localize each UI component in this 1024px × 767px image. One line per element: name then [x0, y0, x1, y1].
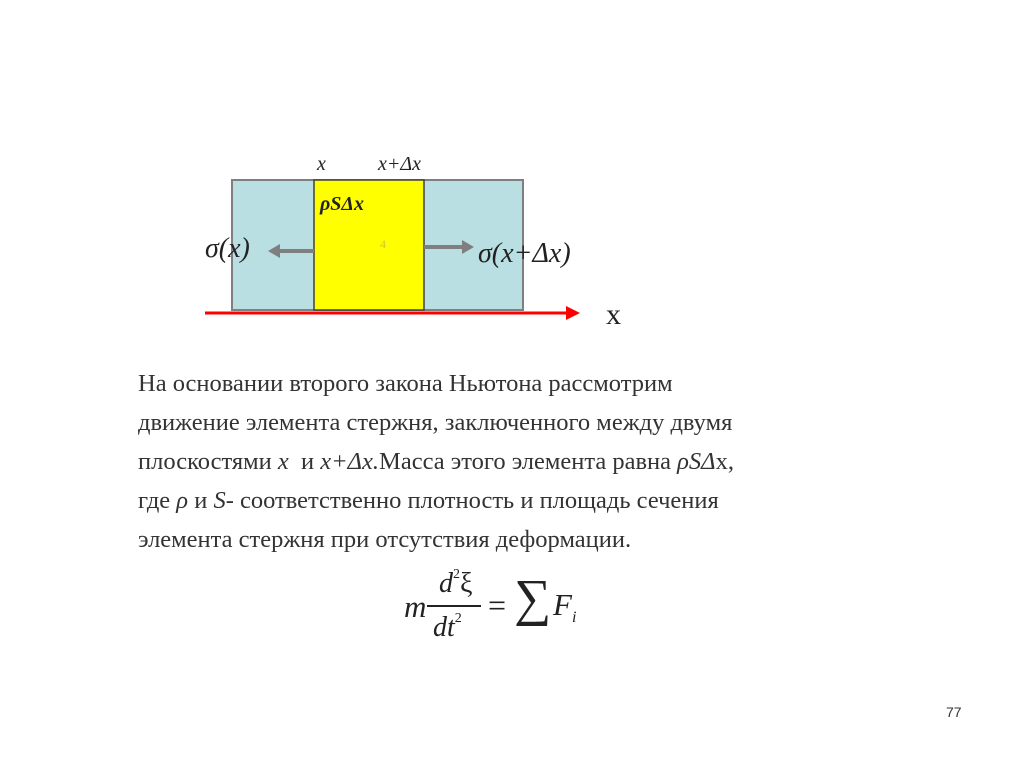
line3-text-b: и — [288, 448, 321, 475]
paragraph-line-1: На основании второго закона Ньютона рассмотрим — [138, 370, 673, 397]
sigma-right-label: σ(x+Δx) — [478, 238, 571, 269]
paragraph-line-5: элемента стержня при отсутствия деформации. — [138, 526, 632, 553]
x-plus-dx-label: x+Δx — [378, 153, 421, 175]
line4-rho: ρ — [176, 487, 189, 514]
den-exp: 2 — [454, 611, 462, 626]
formula-equals: = — [488, 587, 507, 623]
formula-m: m — [404, 589, 427, 624]
den-dt: dt — [433, 612, 455, 643]
explanation-paragraph — [138, 364, 898, 559]
formula-i: i — [572, 609, 577, 626]
line4-text-a: где — [138, 487, 177, 514]
mass-label: ρSΔx — [320, 193, 364, 215]
formula-denominator — [433, 611, 462, 644]
axis-label: x — [606, 298, 621, 331]
num-xi: ξ — [460, 568, 473, 599]
line3-x-plus-dx: x+Δx. — [320, 448, 380, 475]
paragraph-line-2: движение элемента стержня, заключенного между двумя — [138, 409, 733, 436]
formula-numerator — [439, 567, 472, 600]
formula-fraction — [427, 567, 481, 657]
fraction-bar — [427, 605, 481, 607]
newton-equation — [400, 565, 600, 655]
line4-S: S — [213, 487, 226, 514]
line4-text-c: - соответственно плотность и площадь сечения — [225, 487, 719, 514]
page-number: 77 — [946, 704, 962, 720]
small-mark: 4 — [380, 237, 386, 251]
paragraph-line-4 — [138, 481, 898, 520]
line3-text-c: Масса этого элемента равна — [379, 448, 678, 475]
line3-rhoS: ρSΔ — [677, 448, 716, 475]
sigma-left-label: σ(x) — [205, 233, 250, 264]
line3-text-a: плоскостями — [138, 448, 278, 475]
formula-F: F — [553, 587, 572, 622]
x-coordinate-label: x — [317, 153, 326, 175]
line4-text-b: и — [188, 487, 214, 514]
line3-x: x — [277, 448, 289, 475]
formula-sum: ∑ — [514, 570, 552, 627]
num-d: d — [439, 568, 453, 599]
num-exp: 2 — [453, 567, 460, 582]
paragraph-line-3 — [138, 442, 898, 481]
line3-text-d: x, — [715, 448, 734, 475]
